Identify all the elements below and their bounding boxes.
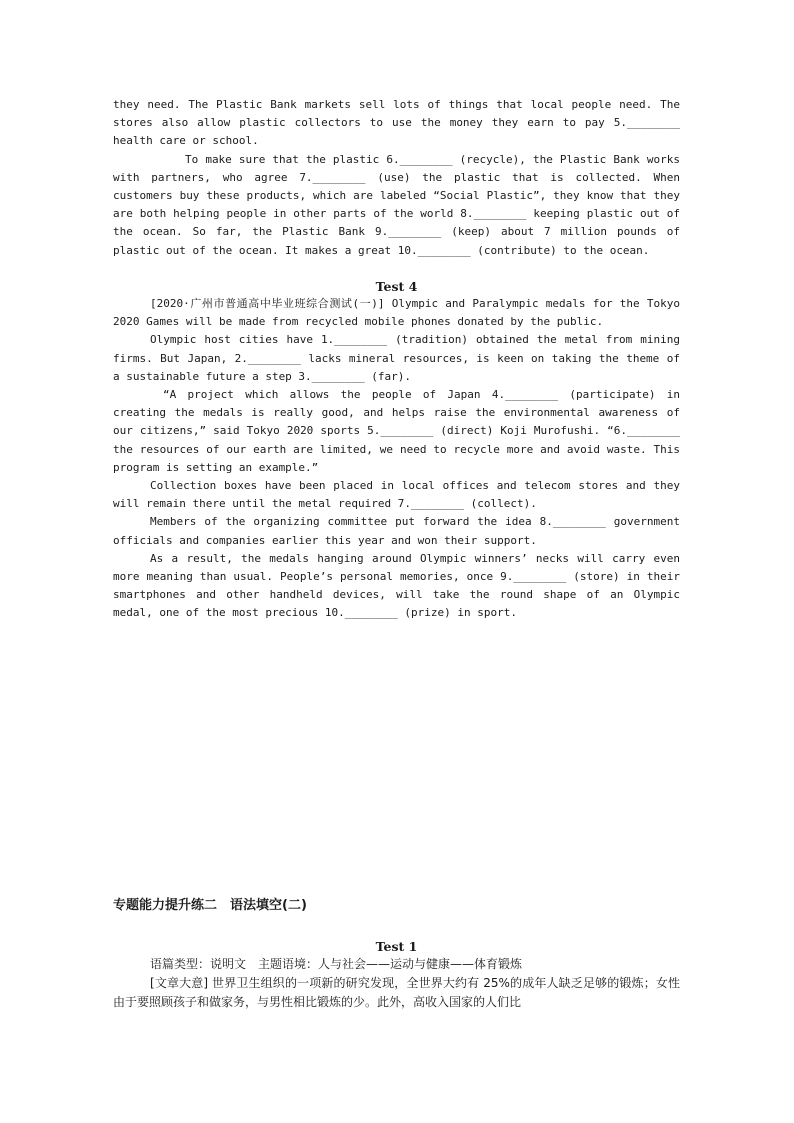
- section-2-block: [113, 897, 680, 1012]
- test-4-paragraph-2: Olympic host cities have 1.________ (tradition) obtained the metal from mining firms. But Japan, 2.________ lacks mineral resources, is keen on taking the theme of a sustainable future a step 3.________ (far).: [113, 333, 680, 383]
- passage-3-paragraph-2: To make sure that the plastic 6.________ (recycle), the Plastic Bank works with partners, who agree 7.________ (use) the plastic that is collected. When customers buy these products, which are labeled “Social Plastic”, they know that they are both helping people in other parts of the world 8.________ keeping plastic out of the ocean. So far, the Plastic Bank 9.________ (keep) about 7 million pounds of plastic out of the ocean. It makes a great 10.________ (contribute) to the ocean.: [113, 152, 680, 257]
- test-4-block: [113, 279, 680, 623]
- test-4-heading: Test 4: [375, 279, 418, 294]
- test-4-paragraph-6: As a result, the medals hanging around Olympic winners’ necks will carry even more meaning than usual. People’s personal memories, once 9.________ (store) in their smartphones and other handheld devices, will take the round shape of an Olympic medal, one of the most precious 10.________ (prize) in sport.: [113, 551, 680, 620]
- test-4-paragraph-4: Collection boxes have been placed in local offices and telecom stores and they will remain there until the metal required 7.________ (collect).: [113, 479, 680, 511]
- section-2-test-1-heading: Test 1: [375, 939, 418, 954]
- section-2-title: 专题能力提升练二 语法填空(二): [113, 898, 307, 913]
- genre-theme-line: 语篇类型：说明文 主题语境：人与社会——运动与健康——体育锻炼: [150, 957, 523, 971]
- test-4-paragraph-1: [2020·广州市普通高中毕业班综合测试(一)] Olympic and Paralympic medals for the Tokyo 2020 Games will be made from recycled mobile phones donated by the public.: [113, 297, 680, 329]
- test-4-paragraph-5: Members of the organizing committee put forward the idea 8.________ government officials and companies earlier this year and won their support.: [113, 515, 680, 547]
- passage-3-paragraph-1: they need. The Plastic Bank markets sell lots of things that local people need. The stores also allow plastic collectors to use the money they earn to pay 5.________ health care or school.: [113, 98, 680, 148]
- passage-3-tail: [113, 96, 680, 260]
- article-summary: [文章大意] 世界卫生组织的一项新的研究发现，全世界大约有 25%的成年人缺乏足够的锻炼；女性由于要照顾孩子和做家务，与男性相比锻炼的少。此外，高收入国家的人们比: [113, 976, 680, 1009]
- test-4-paragraph-3: “A project which allows the people of Japan 4.________ (participate) in creating the medals is really good, and helps raise the environmental awareness of our citizens,” said Tokyo 2020 sports 5.________ (direct) Koji Murofushi. “6.________ the resources of our earth are limited, we need to recycle more and avoid waste. This program is setting an example.”: [113, 388, 680, 474]
